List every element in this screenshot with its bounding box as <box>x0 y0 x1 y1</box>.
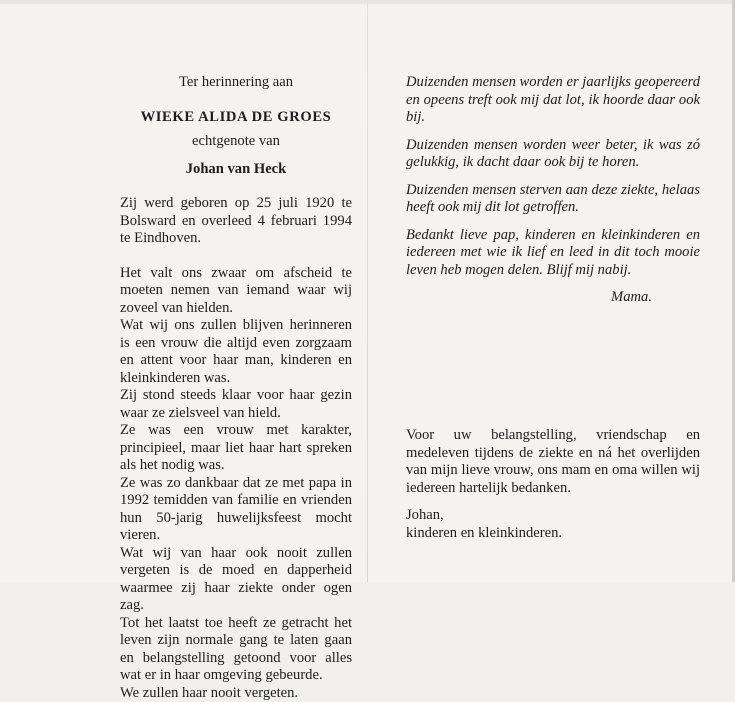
card-fold-line <box>367 0 368 582</box>
paragraph-3: Zij stond steeds klaar voor haar gezin waar ze zielsveel van hield. <box>120 387 352 422</box>
closing-name: Johan, <box>406 507 700 525</box>
paragraph-4: Ze was een vrouw met karakter, principieel, maar liet haar hart spreken als het nodig was. <box>120 422 352 475</box>
paragraph-5: Ze was zo dankbaar dat ze met papa in 1992 temidden van familie en vrienden hun 50-jarig huwelijksfeest mocht vieren. <box>120 475 352 545</box>
thanks-block <box>406 427 700 542</box>
in-memory-text: Ter herinnering aan <box>120 74 352 92</box>
signature-mama: Mama. <box>406 289 700 307</box>
spouse-label: echtgenote van <box>120 133 352 151</box>
thanks-text: Voor uw belangstelling, vriendschap en medeleven tijdens de ziekte en ná het overlijden van mijn lieve vrouw, ons mam en oma willen wij iedereen hartelijk bedanken. <box>406 427 700 497</box>
spouse-name: Johan van Heck <box>120 161 352 179</box>
paragraph-2: Wat wij ons zullen blijven herinneren is een vrouw die altijd even zorgzaam en attent voor haar man, kinderen en kleinkinderen was. <box>120 317 352 387</box>
closing-family: kinderen en kleinkinderen. <box>406 525 700 543</box>
poem-stanza-4: Bedankt lieve pap, kinderen en kleinkinderen en iedereen met wie ik lief en leed in dit toch mooie leven heb mogen delen. Blijf mij nabij. <box>406 227 700 280</box>
paragraph-8: We zullen haar nooit vergeten. <box>120 685 352 702</box>
paragraph-1: Het valt ons zwaar om afscheid te moeten nemen van iemand waar wij zoveel van hielden. <box>120 265 352 318</box>
paragraph-7: Tot het laatst toe heeft ze getracht het leven zijn normale gang te laten gaan en belangstelling getoond voor alles wat er in haar omgeving gebeurde. <box>120 615 352 685</box>
left-panel <box>120 74 352 702</box>
poem-stanza-3: Duizenden mensen sterven aan deze ziekte, helaas heeft ook mij dit lot getroffen. <box>406 182 700 217</box>
poem-stanza-2: Duizenden mensen worden weer beter, ik was zó gelukkig, ik dacht daar ook bij te horen. <box>406 137 700 172</box>
paragraph-6: Wat wij van haar ook nooit zullen vergeten is de moed en dapperheid waarmee zij haar ziekte onder ogen zag. <box>120 545 352 615</box>
right-panel <box>406 74 700 307</box>
deceased-name: WIEKE ALIDA DE GROES <box>120 109 352 127</box>
birth-death-text: Zij werd geboren op 25 juli 1920 te Bolsward en overleed 4 februari 1994 te Eindhoven. <box>120 195 352 248</box>
poem-stanza-1: Duizenden mensen worden er jaarlijks geopereerd en opeens treft ook mij dat lot, ik hoorde daar ook bij. <box>406 74 700 127</box>
